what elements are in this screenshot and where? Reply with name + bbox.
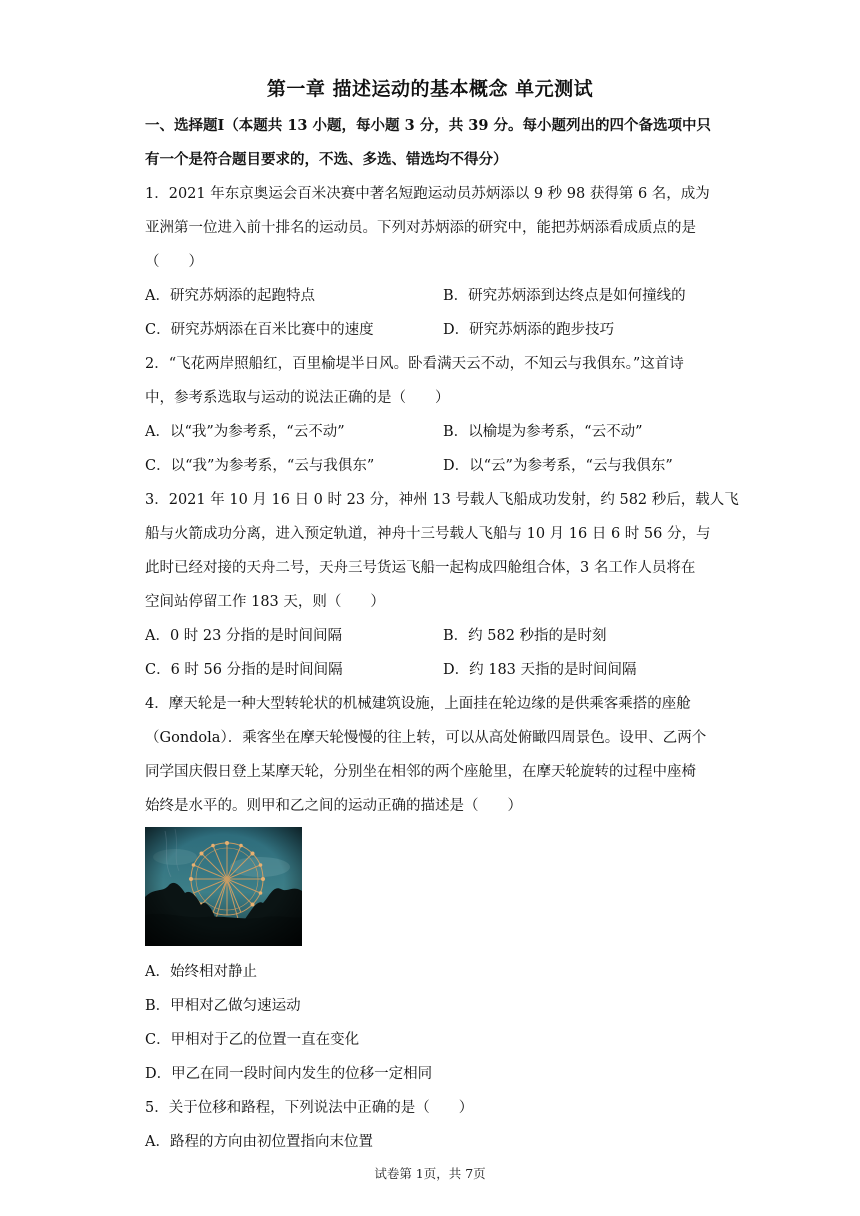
page-footer: 试卷第 1页，共 7页 (374, 1166, 486, 1181)
q3-option-b: B．约 582 秒指的是时刻 (443, 628, 607, 644)
q2-stem-line-2: 中，参考系选取与运动的说法正确的是（ ） (145, 390, 450, 406)
q4-stem-line-4: 始终是水平的。则甲和乙之间的运动正确的描述是（ ） (145, 798, 522, 814)
q3-option-d: D．约 183 天指的是时间间隔 (443, 662, 637, 678)
ferris-wheel-photo (145, 827, 302, 946)
page-title: 第一章 描述运动的基本概念 单元测试 (266, 78, 594, 100)
q2-stem-line-1: 2．“飞花两岸照船红，百里榆堤半日风。卧看满天云不动，不知云与我俱东。”这首诗 (145, 356, 684, 372)
q3-stem-line-1: 3．2021 年 10 月 16 日 0 时 23 分，神州 13 号载人飞船成功发射，约 582 秒后，载人飞 (145, 492, 739, 508)
q4-option-b: B．甲相对乙做匀速运动 (145, 998, 301, 1014)
q4-stem-line-3: 同学国庆假日登上某摩天轮，分别坐在相邻的两个座舱里，在摩天轮旋转的过程中座椅 (145, 764, 696, 780)
q1-stem-line-2: 亚洲第一位进入前十排名的运动员。下列对苏炳添的研究中，能把苏炳添看成质点的是 (145, 220, 696, 236)
q5-option-a: A．路程的方向由初位置指向末位置 (145, 1134, 373, 1150)
q1-option-d: D．研究苏炳添的跑步技巧 (443, 322, 615, 338)
q2-option-d: D．以“云”为参考系，“云与我俱东” (443, 458, 673, 474)
section-heading-line-2: 有一个是符合题目要求的，不选、多选、错选均不得分） (145, 151, 508, 168)
q4-option-a: A．始终相对静止 (145, 964, 257, 980)
q3-stem-line-4: 空间站停留工作 183 天，则（ ） (145, 594, 385, 610)
q4-option-d: D．甲乙在同一段时间内发生的位移一定相同 (145, 1066, 433, 1082)
q1-stem-line-1: 1．2021 年东京奥运会百米决赛中著名短跑运动员苏炳添以 9 秒 98 获得第 6 名，成为 (145, 186, 710, 202)
q5-stem-line-1: 5．关于位移和路程，下列说法中正确的是（ ） (145, 1100, 474, 1116)
q1-option-b: B．研究苏炳添到达终点是如何撞线的 (443, 288, 686, 304)
q3-option-c: C．6 时 56 分指的是时间间隔 (145, 662, 343, 678)
q4-option-c: C．甲相对于乙的位置一直在变化 (145, 1032, 360, 1048)
q4-stem-line-2: （Gondola）．乘客坐在摩天轮慢慢的往上转，可以从高处俯瞰四周景色。设甲、乙两个 (145, 730, 707, 746)
q1-option-c: C．研究苏炳添在百米比赛中的速度 (145, 322, 374, 338)
q4-stem-line-1: 4．摩天轮是一种大型转轮状的机械建筑设施，上面挂在轮边缘的是供乘客乘搭的座舱 (145, 696, 691, 712)
q3-stem-line-2: 船与火箭成功分离，进入预定轨道，神舟十三号载人飞船与 10 月 16 日 6 时 56 分，与 (145, 526, 711, 542)
q2-option-b: B．以榆堤为参考系，“云不动” (443, 424, 643, 440)
q2-option-a: A．以“我”为参考系，“云不动” (145, 424, 345, 440)
section-heading-line-1: 一、选择题Ⅰ（本题共 13 小题，每小题 3 分，共 39 分。每小题列出的四个备选项中只 (145, 117, 712, 134)
q1-option-a: A．研究苏炳添的起跑特点 (145, 288, 315, 304)
q2-option-c: C．以“我”为参考系，“云与我俱东” (145, 458, 375, 474)
q1-stem-line-3: （ ） (145, 254, 203, 270)
q3-stem-line-3: 此时已经对接的天舟二号，天舟三号货运飞船一起构成四舱组合体，3 名工作人员将在 (145, 560, 696, 576)
q3-option-a: A．0 时 23 分指的是时间间隔 (145, 628, 342, 644)
